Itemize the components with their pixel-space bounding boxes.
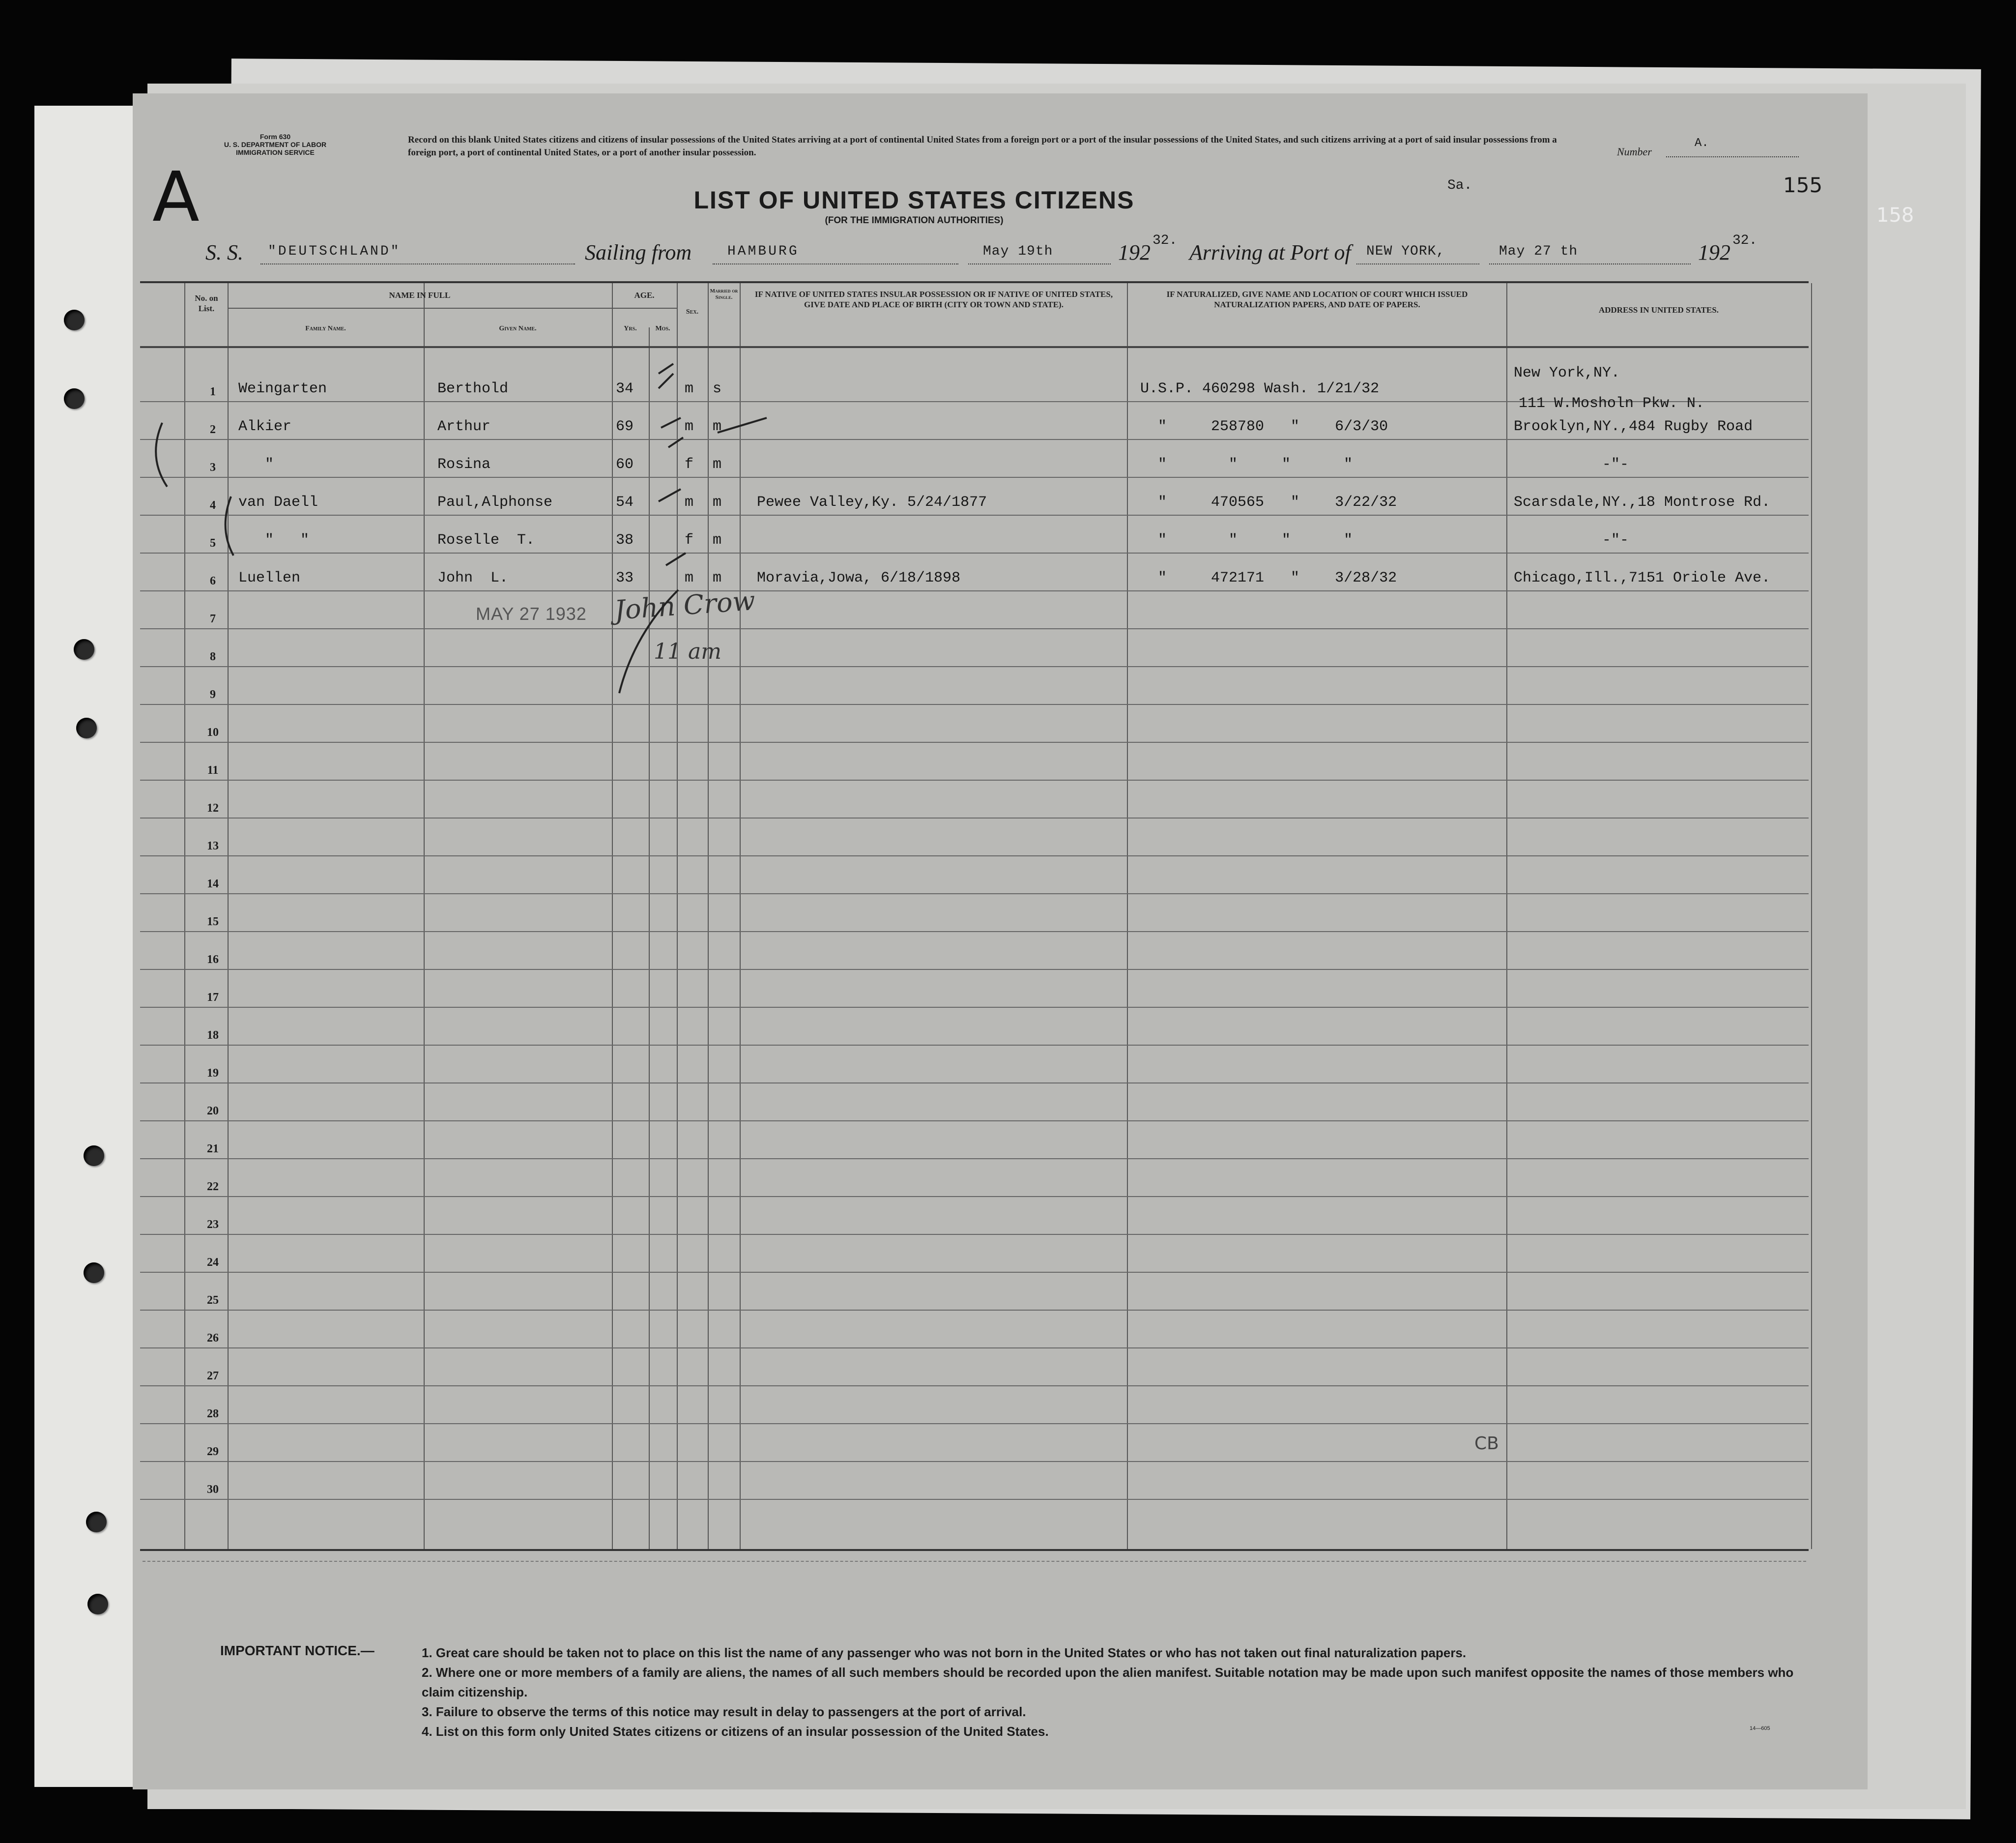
citizens-table [140, 281, 1809, 1551]
row-family: Weingarten [238, 380, 327, 397]
row-family: Luellen [238, 570, 301, 586]
row-addr1: Scarsdale,NY.,18 Montrose Rd. [1514, 494, 1771, 511]
row-rule [140, 1082, 1809, 1083]
row-family: " [238, 456, 274, 473]
col-divider [184, 283, 185, 1549]
inspector-signature: John Crow [613, 585, 756, 626]
sail-date: May 19th [983, 244, 1053, 259]
row-number: 23 [207, 1218, 219, 1231]
page-number-alt: 158 [1876, 204, 1914, 227]
row-rule [140, 1347, 1809, 1348]
row-rule [140, 1196, 1809, 1197]
col-divider [649, 327, 650, 1549]
row-sex: f [685, 456, 694, 473]
sailing-from-label: Sailing from [585, 240, 692, 264]
port-to: NEW YORK, [1366, 244, 1445, 259]
col-divider [1811, 283, 1812, 1549]
row-yrs: 54 [616, 494, 634, 511]
col-divider [612, 283, 613, 1549]
row-rule [140, 780, 1809, 781]
row-number: 22 [207, 1180, 219, 1193]
row-yrs: 38 [616, 532, 634, 549]
row-yrs: 60 [616, 456, 634, 473]
row-rule [140, 553, 1809, 554]
row-number: 2 [210, 423, 216, 436]
row-family: van Daell [238, 494, 318, 511]
row-sex: f [685, 532, 694, 549]
row-number: 28 [207, 1407, 219, 1420]
row-number: 19 [207, 1067, 219, 1080]
form-code: 14—605 [1750, 1726, 1770, 1731]
row-rule [140, 855, 1809, 856]
row-rule [140, 931, 1809, 932]
row-number: 24 [207, 1256, 219, 1269]
col-divider [677, 283, 678, 1549]
row-addr1: Brooklyn,NY.,484 Rugby Road [1514, 418, 1753, 435]
sail-year-sup: 32. [1152, 233, 1178, 248]
row-rule [140, 1423, 1809, 1424]
row-rule [140, 1234, 1809, 1235]
row-number: 6 [210, 575, 216, 587]
row-birth: Pewee Valley,Ky. 5/24/1877 [757, 494, 987, 511]
ss-label: S. S. [205, 240, 243, 264]
row-rule [140, 704, 1809, 705]
row-rule [140, 1385, 1809, 1386]
sa-code: Sa. [1447, 178, 1472, 193]
row-family: Alkier [238, 418, 292, 435]
col-header-mos: Mos. [655, 325, 670, 332]
row-number: 7 [210, 613, 216, 625]
row-yrs: 69 [616, 418, 634, 435]
row-yrs: 34 [616, 380, 634, 397]
col-header-family: Family Name. [305, 325, 346, 332]
arrive-year: 192 [1698, 240, 1730, 264]
row-given: Rosina [437, 456, 491, 473]
row-natz: " " " " [1140, 456, 1353, 473]
col-divider [228, 283, 229, 1549]
handwritten-notation: CB [1474, 1433, 1499, 1454]
row-rule [140, 1158, 1809, 1159]
col-header-address: ADDRESS IN UNITED STATES. [1598, 305, 1719, 315]
col-divider [708, 283, 709, 1549]
row-sex: m [685, 494, 694, 511]
row-number: 18 [207, 1029, 219, 1042]
row-natz: U.S.P. 460298 Wash. 1/21/32 [1140, 380, 1380, 397]
page-subtitle: (FOR THE IMMIGRATION AUTHORITIES) [825, 215, 1004, 226]
row-number: 8 [210, 650, 216, 663]
row-number: 30 [207, 1483, 219, 1496]
sail-year: 192 [1118, 240, 1151, 264]
row-rule [140, 590, 1809, 591]
col-header-yrs: Yrs. [624, 325, 637, 332]
notice-item: 1. Great care should be taken not to place on this list the name of any passenger who was not born in the United States or who has not taken out final naturalization papers. [422, 1645, 1467, 1660]
row-sex: m [685, 570, 694, 586]
row-given: John L. [437, 570, 509, 586]
row-addr1: -"- [1514, 456, 1629, 473]
notice-item: 3. Failure to observe the terms of this notice may result in delay to passengers at the port of arrival. [422, 1704, 1026, 1719]
header-subline [612, 308, 677, 309]
row-rule [140, 1310, 1809, 1311]
col-header-native: IF NATIVE OF UNITED STATES INSULAR POSSESSION OR IF NATIVE OF UNITED STATES, GIVE DATE AND PLACE OF BIRTH (CITY OR TOWN AND STATE). [754, 290, 1113, 309]
row-number: 14 [207, 878, 219, 890]
row-number: 13 [207, 840, 219, 852]
row-number: 15 [207, 915, 219, 928]
row-ms: m [713, 532, 722, 549]
row-number: 5 [210, 537, 216, 550]
port-from: HAMBURG [727, 244, 799, 259]
row-number: 26 [207, 1332, 219, 1345]
row-rule [140, 666, 1809, 667]
row-natz: " " " " [1140, 532, 1353, 549]
row-rule [140, 1461, 1809, 1462]
row-birth: Moravia,Jowa, 6/18/1898 [757, 570, 961, 586]
service: IMMIGRATION SERVICE [236, 148, 315, 156]
page-number: 155 [1783, 173, 1823, 197]
row-number: 11 [207, 764, 219, 777]
row-number: 17 [207, 991, 219, 1004]
row-number: 4 [210, 499, 216, 512]
header-bottom-rule [140, 346, 1809, 348]
col-header-age: AGE. [634, 291, 655, 300]
number-value: A. [1695, 137, 1709, 150]
row-addr1: Chicago,Ill.,7151 Oriole Ave. [1514, 570, 1771, 586]
arrive-date-underline [1489, 263, 1691, 264]
arrive-date: May 27 th [1499, 244, 1578, 259]
row-number: 12 [207, 802, 219, 815]
col-divider [740, 283, 741, 1549]
punch-hole [74, 639, 94, 660]
row-family: " " [238, 532, 310, 549]
row-given: Berthold [437, 380, 509, 397]
page-title: LIST OF UNITED STATES CITIZENS [693, 186, 1135, 214]
row-rule [140, 1120, 1809, 1121]
row-rule [140, 439, 1809, 440]
punch-hole [76, 718, 97, 738]
port-from-underline [713, 263, 958, 264]
row-number: 27 [207, 1370, 219, 1382]
form-number: Form 630 [259, 133, 291, 141]
row-sex: m [685, 380, 694, 397]
row-rule [140, 1045, 1809, 1046]
row-number: 10 [207, 726, 219, 739]
row-given: Roselle T. [437, 532, 535, 549]
row-rule [140, 893, 1809, 894]
col-header-given: Given Name. [499, 325, 537, 332]
row-number: 9 [210, 688, 216, 701]
department: U. S. DEPARTMENT OF LABOR [224, 141, 327, 148]
row-ms: s [713, 380, 722, 397]
punch-hole [86, 1512, 107, 1532]
row-rule [140, 628, 1809, 629]
row-rule [140, 1272, 1809, 1273]
number-label: Number [1617, 146, 1652, 158]
row-rule [140, 1499, 1809, 1500]
corner-letter: A [152, 157, 200, 237]
col-divider [1506, 283, 1507, 1549]
row-given: Arthur [437, 418, 491, 435]
col-header-name: NAME IN FULL [389, 291, 451, 300]
col-divider [1127, 283, 1128, 1549]
row-yrs: 33 [616, 570, 634, 586]
row-natz: " 472171 " 3/28/32 [1140, 570, 1397, 586]
col-divider [424, 283, 425, 1549]
arrival-stamp: MAY 27 1932 [476, 604, 587, 624]
row-addr2: 111 W.Mosholn Pkw. N. [1519, 395, 1705, 412]
row-number: 3 [210, 461, 216, 474]
punch-hole [87, 1594, 108, 1614]
col-header-no: No. on List. [195, 293, 218, 313]
punch-hole [64, 310, 85, 330]
col-header-sex: Sex. [686, 308, 699, 316]
punch-hole [84, 1262, 104, 1283]
notice-list [422, 1643, 1817, 1741]
row-ms: m [713, 456, 722, 473]
row-rule [140, 515, 1809, 516]
punch-hole [84, 1145, 104, 1166]
form-identifier [182, 133, 369, 156]
row-number: 25 [207, 1294, 219, 1307]
col-header-married: Married or Single. [710, 288, 738, 300]
row-number: 29 [207, 1445, 219, 1458]
row-rule [140, 742, 1809, 743]
row-rule [140, 1007, 1809, 1008]
row-ms: m [713, 418, 722, 435]
row-rule [140, 818, 1809, 819]
port-to-underline [1356, 263, 1479, 264]
col-header-naturalized: IF NATURALIZED, GIVE NAME AND LOCATION OF COURT WHICH ISSUED NATURALIZATION PAPERS, AND DATE OF PAPERS. [1166, 290, 1468, 309]
row-sex: m [685, 418, 694, 435]
notice-item: 2. Where one or more members of a family are aliens, the names of all such members should be recorded upon the alien manifest. Suitable notation may be made upon such manifest opposite the names of those members who claim citizenship. [422, 1665, 1794, 1699]
row-addr1: -"- [1514, 532, 1629, 549]
row-natz: " 258780 " 6/3/30 [1140, 418, 1388, 435]
table-footer-dashline [143, 1561, 1806, 1562]
ship-underline [260, 263, 575, 264]
row-rule [140, 969, 1809, 970]
ship-name: "DEUTSCHLAND" [268, 244, 401, 259]
arrive-year-sup: 32. [1732, 233, 1757, 248]
row-number: 1 [210, 385, 216, 398]
row-number: 21 [207, 1142, 219, 1155]
record-instructions: Record on this blank United States citizens and citizens of insular possessions of the United States arriving at a port of continental United States from a foreign port or a port of the insular possessions of the United States, and such citizens arriving at a port of said insular possessions from a foreign port, a port of continental United States, or a port of another insular possession. [408, 135, 1557, 158]
row-number: 20 [207, 1105, 219, 1117]
arriving-label: Arriving at Port of [1189, 240, 1351, 264]
row-given: Paul,Alphonse [437, 494, 553, 511]
header-subline [228, 308, 612, 309]
row-addr1: New York,NY. [1514, 365, 1620, 381]
row-number: 16 [207, 953, 219, 966]
notice-item: 4. List on this form only United States citizens or citizens of an insular possession of the United States. [422, 1724, 1049, 1739]
number-underline [1666, 156, 1799, 157]
sail-date-underline [968, 263, 1111, 264]
row-ms: m [713, 494, 722, 511]
notice-title: IMPORTANT NOTICE.— [220, 1643, 374, 1658]
signature-time: 11 am [654, 639, 721, 664]
row-natz: " 470565 " 3/22/32 [1140, 494, 1397, 511]
row-ms: m [713, 570, 722, 586]
punch-hole [64, 388, 85, 409]
row-rule [140, 477, 1809, 478]
